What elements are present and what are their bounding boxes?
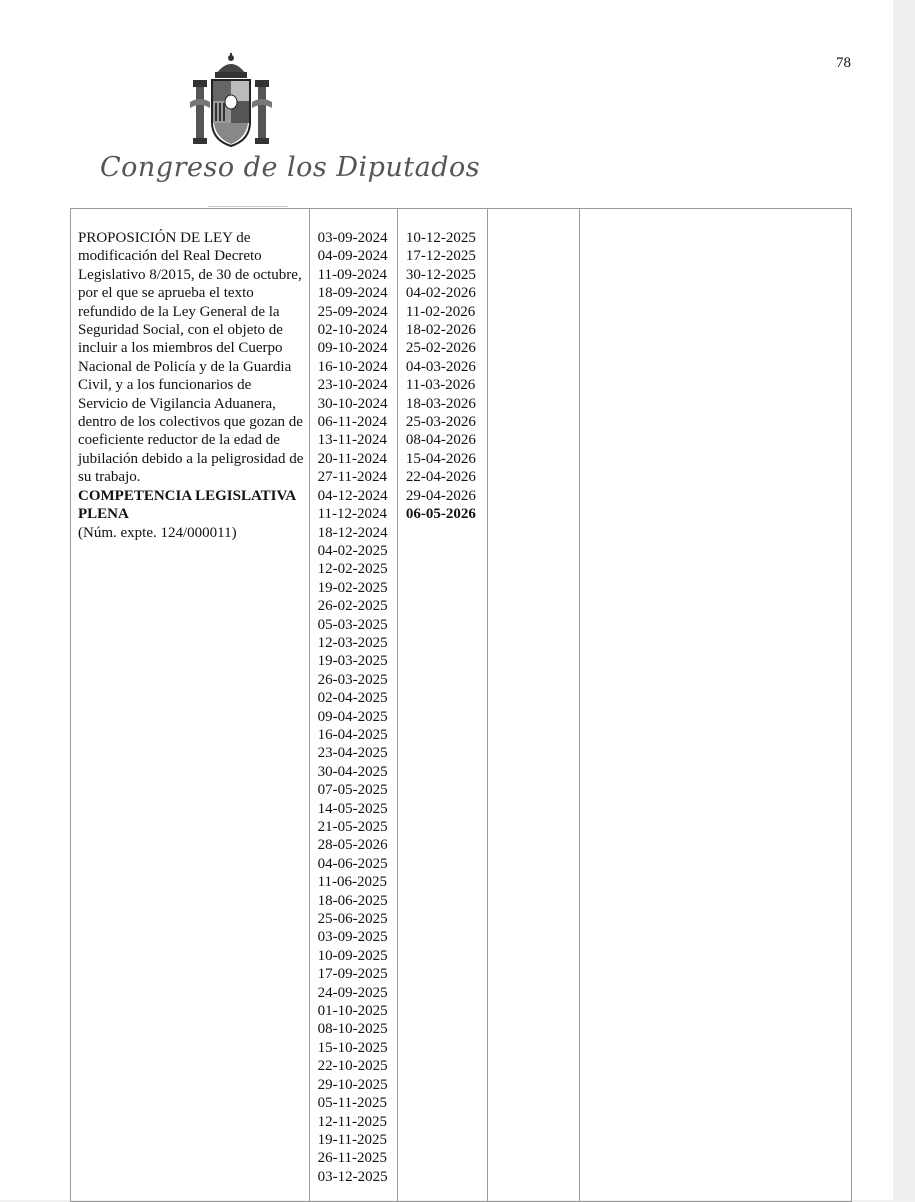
session-date: 19-02-2025 bbox=[317, 579, 388, 596]
competence-label: COMPETENCIA LEGISLATIVA PLENA bbox=[78, 487, 296, 523]
dates-cell-1 bbox=[309, 209, 397, 1202]
session-date: 17-12-2025 bbox=[405, 248, 476, 265]
session-date: 26-03-2025 bbox=[317, 671, 388, 688]
session-date: 15-10-2025 bbox=[317, 1039, 388, 1056]
session-date: 30-04-2025 bbox=[317, 763, 388, 780]
session-date: 03-09-2025 bbox=[317, 929, 388, 946]
session-date: 19-03-2025 bbox=[317, 653, 388, 670]
session-date: 09-10-2024 bbox=[317, 340, 388, 357]
session-date: 11-09-2024 bbox=[317, 266, 388, 283]
session-date: 21-05-2025 bbox=[317, 819, 388, 835]
session-date: 02-04-2025 bbox=[317, 690, 388, 707]
session-date: 27-11-2024 bbox=[317, 469, 388, 486]
session-date: 20-11-2024 bbox=[317, 450, 388, 467]
session-date: 28-05-2026 bbox=[317, 837, 388, 854]
session-date: 11-03-2026 bbox=[405, 377, 476, 394]
session-date: 25-09-2024 bbox=[317, 303, 388, 320]
viewer-gutter bbox=[893, 0, 915, 1200]
empty-cell-1 bbox=[488, 209, 580, 1202]
session-date: 04-12-2024 bbox=[317, 487, 388, 504]
session-date: 10-12-2025 bbox=[405, 230, 476, 246]
session-date: 12-03-2025 bbox=[317, 634, 388, 651]
session-date: 23-04-2025 bbox=[317, 745, 388, 762]
session-date: 06-11-2024 bbox=[317, 414, 388, 431]
agenda-table bbox=[70, 208, 852, 1202]
session-date: 01-10-2025 bbox=[317, 1003, 388, 1020]
session-date: 16-10-2024 bbox=[317, 358, 388, 375]
session-date: 11-12-2024 bbox=[317, 506, 388, 523]
session-date: 17-09-2025 bbox=[317, 966, 388, 983]
session-date: 11-06-2025 bbox=[317, 874, 388, 891]
session-date: 14-05-2025 bbox=[317, 800, 388, 817]
session-date: 05-03-2025 bbox=[317, 616, 388, 633]
congreso-logo bbox=[100, 52, 481, 212]
page-number: 78 bbox=[836, 55, 851, 71]
session-date: 25-02-2026 bbox=[405, 340, 476, 357]
session-date: 08-10-2025 bbox=[317, 1021, 388, 1038]
session-date: 02-10-2024 bbox=[317, 322, 388, 339]
session-date: 11-02-2026 bbox=[405, 303, 476, 320]
session-date: 29-10-2025 bbox=[317, 1076, 388, 1093]
session-date: 03-12-2025 bbox=[317, 1168, 388, 1185]
session-date: 05-11-2025 bbox=[317, 1095, 388, 1112]
session-date: 25-03-2026 bbox=[405, 414, 476, 431]
session-date: 25-06-2025 bbox=[317, 911, 388, 928]
session-date: 16-04-2025 bbox=[317, 726, 388, 743]
session-date: 24-09-2025 bbox=[317, 984, 388, 1001]
session-date: 26-11-2025 bbox=[317, 1150, 388, 1167]
session-date: 04-06-2025 bbox=[317, 855, 388, 872]
session-date: 04-09-2024 bbox=[317, 248, 388, 265]
session-date: 22-04-2026 bbox=[405, 469, 476, 486]
coat-of-arms-icon bbox=[186, 52, 276, 152]
session-date: 22-10-2025 bbox=[317, 1058, 388, 1075]
empty-cell-2 bbox=[580, 209, 852, 1202]
session-date: 04-02-2026 bbox=[405, 285, 476, 302]
final-session-date: 06-05-2026 bbox=[405, 506, 476, 523]
session-date: 07-05-2025 bbox=[317, 782, 388, 799]
session-date: 13-11-2024 bbox=[317, 432, 388, 449]
initiative-cell bbox=[71, 209, 310, 1202]
session-date: 04-03-2026 bbox=[405, 358, 476, 375]
session-date: 18-02-2026 bbox=[405, 322, 476, 339]
session-date: 15-04-2026 bbox=[405, 450, 476, 467]
dates-list-1 bbox=[310, 209, 397, 1186]
session-date: 03-09-2024 bbox=[317, 230, 388, 246]
session-date: 12-11-2025 bbox=[317, 1113, 388, 1130]
session-date: 29-04-2026 bbox=[405, 487, 476, 504]
session-date: 04-02-2025 bbox=[317, 542, 388, 559]
session-date: 18-06-2025 bbox=[317, 892, 388, 909]
session-date: 30-10-2024 bbox=[317, 395, 388, 412]
dates-cell-2 bbox=[397, 209, 487, 1202]
session-date: 18-09-2024 bbox=[317, 285, 388, 302]
session-date: 19-11-2025 bbox=[317, 1131, 388, 1148]
logo-rule bbox=[208, 206, 288, 207]
session-date: 12-02-2025 bbox=[317, 561, 388, 578]
initiative-title: PROPOSICIÓN DE LEY de modificación del Real Decreto Legislativo 8/2015, de 30 de octubre, por el que se aprueba el texto refundido de la Ley General de la Seguridad Social, con el objeto de incluir a los miembros del Cuerpo Nacional de Policía y de la Guardia Civil, y a los funcionarios de Servicio de Vigilancia Aduanera, dentro de los colectivos que gozan de coeficiente reductor de la edad de jubilación debido a la peligrosidad de su trabajo. bbox=[78, 230, 304, 486]
table-row bbox=[71, 209, 852, 1202]
file-number: (Núm. expte. 124/000011) bbox=[78, 524, 237, 541]
session-date: 09-04-2025 bbox=[317, 708, 388, 725]
session-date: 18-03-2026 bbox=[405, 395, 476, 412]
session-date: 23-10-2024 bbox=[317, 377, 388, 394]
logo-wordmark: Congreso de los Diputados bbox=[100, 152, 481, 183]
session-date: 08-04-2026 bbox=[405, 432, 476, 449]
session-date: 18-12-2024 bbox=[317, 524, 388, 541]
session-date: 10-09-2025 bbox=[317, 947, 388, 964]
dates-list-2 bbox=[398, 209, 487, 524]
session-date: 30-12-2025 bbox=[405, 266, 476, 283]
session-date: 26-02-2025 bbox=[317, 598, 388, 615]
